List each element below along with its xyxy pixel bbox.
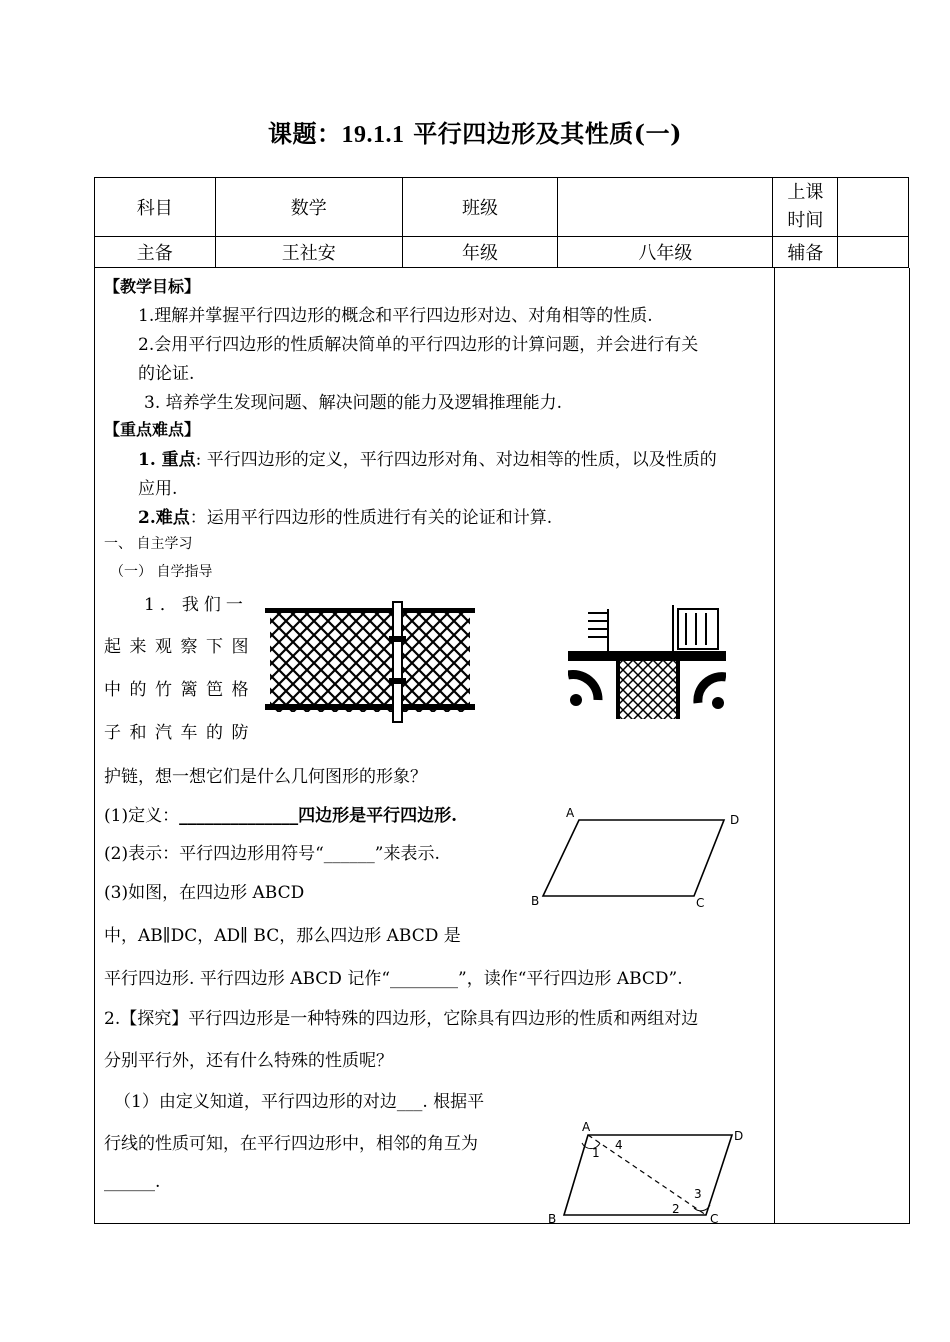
vertex-b-label: B — [531, 894, 540, 908]
definition-3-cont-2: 平行四边形. 平行四边形 ABCD 记作“________”，读作“平行四边形 ABCD”. — [104, 969, 683, 989]
vertex-b2-label: B — [548, 1212, 557, 1225]
objective-3: 3. 培养学生发现问题、解决问题的能力及逻辑推理能力. — [144, 393, 563, 413]
page-title: 课题：19.1.1 平行四边形及其性质(一) — [267, 119, 683, 148]
keypoints-heading: 【重点难点】 — [104, 420, 201, 439]
angle-1-label: 1 — [592, 1146, 600, 1160]
definition-1: (1)定义：______________四边形是平行四边形. — [104, 806, 458, 826]
q1-line-4: 子和汽车的防 — [104, 723, 257, 743]
key-point-2: 2.难点：运用平行四边形的性质进行有关的论证和计算. — [138, 508, 553, 528]
grade-label: 年级 — [402, 237, 557, 268]
q1-line-2: 起来观察下图 — [104, 637, 257, 657]
assist-label: 辅备 — [773, 237, 838, 268]
objective-1: 1.理解并掌握平行四边形的概念和平行四边形对边、对角相等的性质. — [138, 306, 653, 326]
angle-3-label: 3 — [694, 1187, 702, 1201]
assist-value — [838, 237, 909, 268]
vertex-c-label: C — [696, 896, 705, 910]
objectives-heading: 【教学目标】 — [104, 277, 201, 296]
subject-label: 科目 — [95, 178, 216, 237]
bamboo-fence-image — [265, 600, 475, 725]
explore-para-2: 行线的性质可知，在平行四边形中，相邻的角互为 — [104, 1134, 478, 1154]
explore-para-3: ______. — [104, 1172, 161, 1192]
car-guard-chain-image — [568, 605, 726, 725]
vertex-d-label: D — [730, 813, 740, 827]
grade-value: 八年级 — [558, 237, 773, 268]
key-point-1-cont: 应用. — [138, 479, 178, 499]
angle-2-label: 2 — [672, 1202, 680, 1216]
section-title: 一、 自主学习 — [104, 536, 193, 552]
explore-line-1: 2.【探究】平行四边形是一种特殊的四边形，它除具有四边形的性质和两组对边 — [104, 1009, 699, 1029]
lead-value: 王社安 — [215, 237, 402, 268]
q1-line-1: 1．我们一 — [144, 595, 248, 615]
lead-label: 主备 — [95, 237, 216, 268]
vertex-a2-label: A — [582, 1120, 591, 1134]
parallelogram-diagonal-figure — [538, 1115, 758, 1225]
vertex-c2-label: C — [710, 1212, 719, 1225]
key-point-1: 1. 重点: 平行四边形的定义，平行四边形对角、对边相等的性质，以及性质的 — [138, 450, 717, 470]
header-table — [94, 177, 909, 268]
angle-4-label: 4 — [615, 1138, 623, 1152]
parallelogram-figure-abcd — [526, 800, 756, 915]
time-value — [838, 178, 909, 237]
explore-line-2: 分别平行外，还有什么特殊的性质呢？ — [104, 1051, 393, 1071]
time-label: 上课 时间 — [773, 178, 838, 237]
definition-2: (2)表示：平行四边形用符号“______”来表示. — [104, 844, 440, 864]
subject-value: 数学 — [215, 178, 402, 237]
definition-3-cont: 中，AB∥DC，AD∥ BC，那么四边形 ABCD 是 — [104, 926, 461, 946]
class-label: 班级 — [402, 178, 557, 237]
definition-3: (3)如图，在四边形 ABCD — [104, 883, 305, 903]
subsection-title: （一） 自学指导 — [110, 564, 213, 580]
side-notes-column — [774, 268, 910, 1224]
vertex-d2-label: D — [734, 1129, 744, 1143]
objective-2: 2.会用平行四边形的性质解决简单的平行四边形的计算问题，并会进行有关 — [138, 335, 699, 355]
vertex-a-label: A — [566, 806, 575, 820]
q1-line-3: 中的竹篱笆格 — [104, 680, 257, 700]
q1-line-5: 护链，想一想它们是什么几何图形的形象？ — [104, 767, 427, 787]
objective-2-cont: 的论证. — [138, 364, 195, 384]
class-value — [558, 178, 773, 237]
explore-para-1: （1）由定义知道，平行四边形的对边___. 根据平 — [114, 1092, 485, 1112]
